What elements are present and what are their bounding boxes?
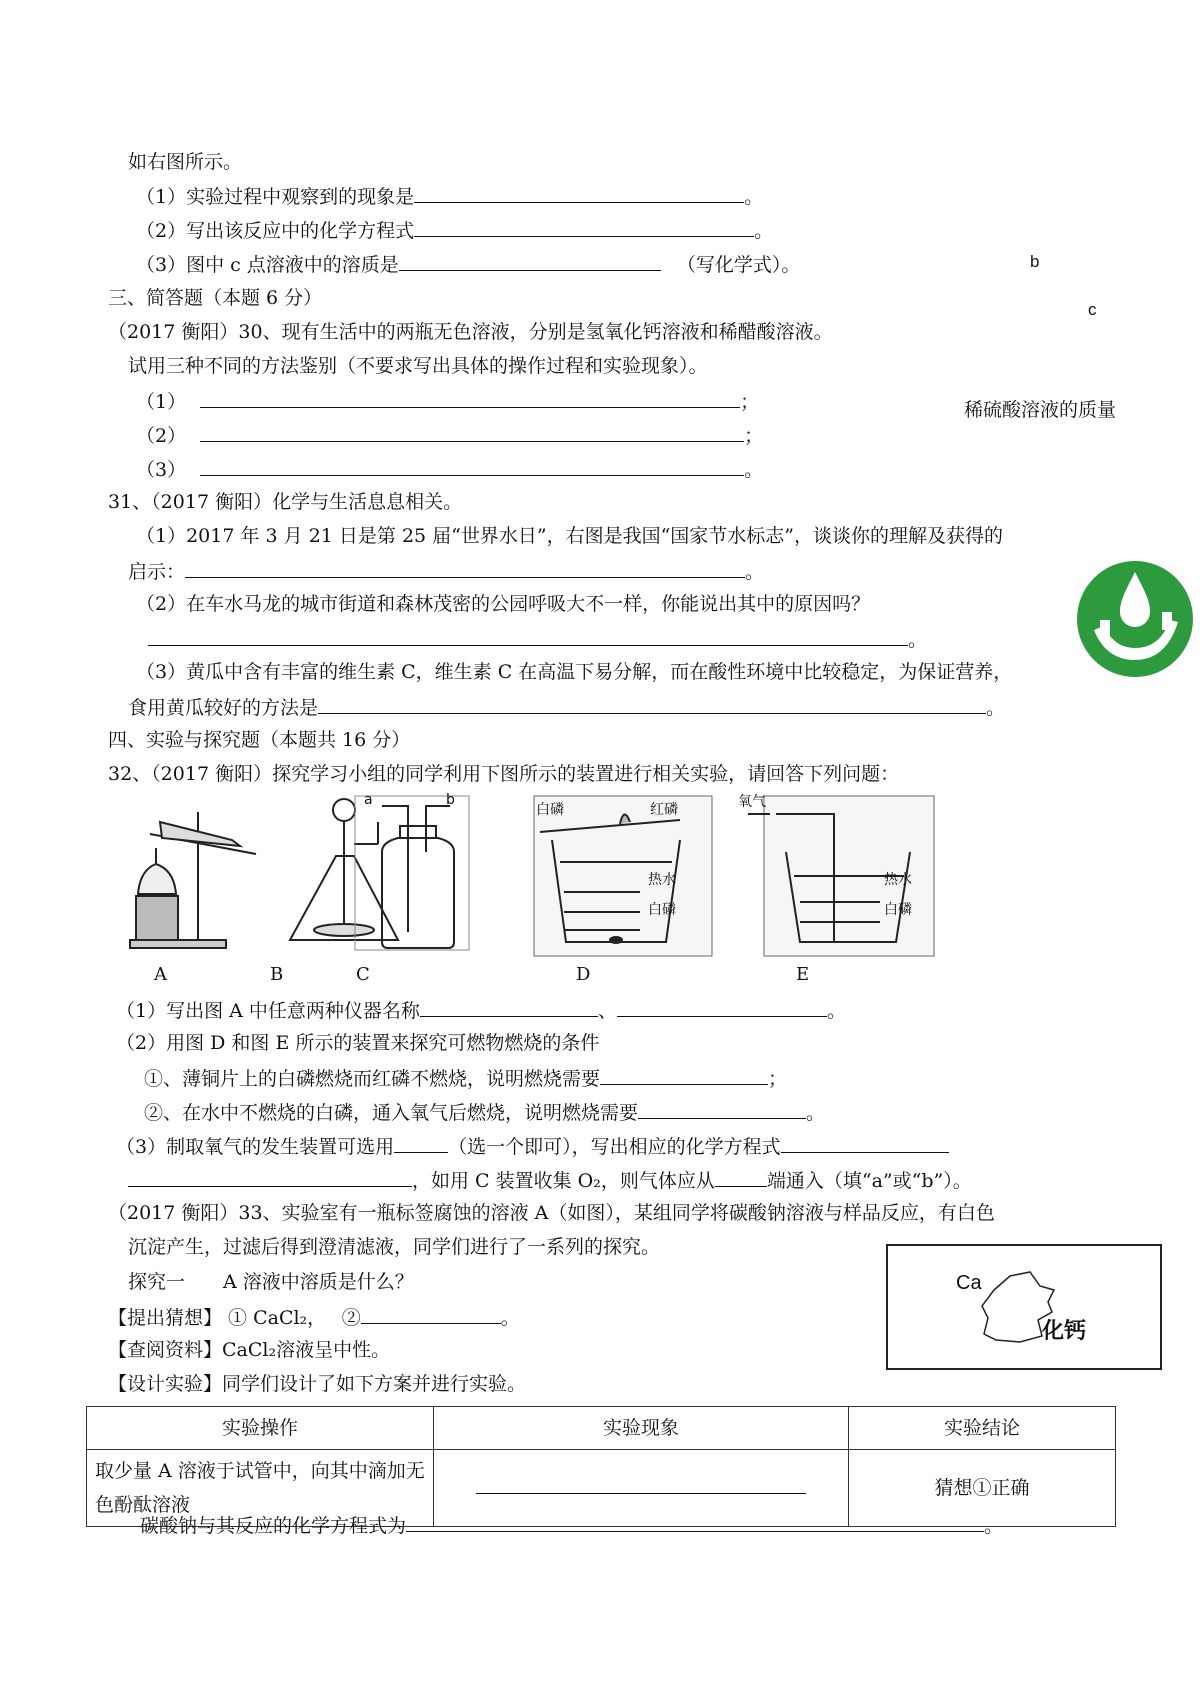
water-saving-logo-icon: [1076, 560, 1194, 678]
answer-blank[interactable]: [414, 183, 744, 203]
apparatus-a: [130, 812, 256, 948]
text-line: 。: [148, 626, 927, 652]
answer-blank[interactable]: [781, 1133, 949, 1153]
reference-line: 【查阅资料】CaCl₂溶液呈中性。: [108, 1339, 391, 1361]
answer-blank[interactable]: [638, 1099, 806, 1119]
question-32-2-b: ②、在水中不燃烧的白磷，通入氧气后燃烧，说明燃烧需要 。: [144, 1099, 825, 1125]
equation-line: 碳酸钠与其反应的化学方程式为 。: [140, 1512, 1003, 1538]
graph-point-c: c: [1088, 300, 1097, 319]
text-line: ，如用 C 装置收集 O₂，则气体应从 端通入（填“a”或“b”）。: [128, 1167, 972, 1193]
text-line: 探究一 A 溶液中溶质是什么？: [128, 1271, 414, 1293]
question-31-1: （1）2017 年 3 月 21 日是第 25 届“世界水日”，右图是我国“国家节水标志”，谈谈你的理解及获得的: [136, 525, 1004, 547]
question-32-3: （3）制取氧气的发生装置可选用 （选一个即可），写出相应的化学方程式: [116, 1133, 949, 1159]
text-line: 食用黄瓜较好的方法是 。: [128, 694, 1005, 720]
question-31-2: （2）在车水马龙的城市街道和森林茂密的公园呼吸大不一样，你能说出其中的原因吗？: [136, 593, 871, 615]
reagent-label-figure: [886, 1244, 1162, 1370]
answer-blank[interactable]: [128, 1167, 412, 1187]
text-line: 试用三种不同的方法鉴别（不要求写出具体的操作过程和实验现象）。: [128, 355, 708, 377]
answer-blank[interactable]: [617, 997, 827, 1017]
table-header: 实验现象: [434, 1407, 849, 1450]
answer-blank[interactable]: [420, 997, 598, 1017]
experiment-table: [86, 1406, 1116, 1527]
table-cell: 猜想①正确: [849, 1450, 1116, 1527]
hot-water-label: 热水: [884, 872, 912, 888]
table-cell: 取少量 A 溶液于试管中，向其中滴加无色酚酞溶液: [87, 1450, 434, 1527]
answer-blank[interactable]: [200, 456, 744, 476]
hypothesis-line: 【提出猜想】 ① CaCl₂， ② 。: [108, 1304, 520, 1330]
question-31: 31、（2017 衡阳）化学与生活息息相关。: [108, 491, 463, 513]
white-phosphorus-label: 白磷: [536, 802, 564, 818]
label-ca-text: Ca: [956, 1272, 982, 1294]
hot-water-label: 热水: [648, 872, 676, 888]
answer-blank[interactable]: [715, 1167, 767, 1187]
section-heading: 三、简答题（本题 6 分）: [108, 287, 323, 309]
oxygen-label: 氧气: [738, 794, 766, 810]
answer-blank[interactable]: [476, 1471, 806, 1494]
text-line: 如右图所示。: [128, 151, 243, 173]
question-30-1: （1） ；: [136, 388, 759, 414]
red-phosphorus-label: 红磷: [650, 802, 678, 818]
question-32-1: （1）写出图 A 中任意两种仪器名称 、 。: [116, 997, 846, 1023]
figure-label-d: D: [576, 964, 591, 985]
text-line: 启示： 。: [128, 558, 764, 584]
answer-blank[interactable]: [394, 1133, 448, 1153]
port-b-label: b: [446, 792, 455, 808]
question-2: （2）写出该反应中的化学方程式 。: [136, 217, 773, 243]
answer-blank[interactable]: [185, 558, 745, 578]
question-30-2: （2） ；: [136, 422, 763, 448]
question-32: 32、（2017 衡阳）探究学习小组的同学利用下图所示的装置进行相关实验，请回答下列问题：: [108, 763, 900, 785]
torn-label-icon: [888, 1246, 1160, 1368]
graph-x-axis-label: 稀硫酸溶液的质量: [964, 399, 1117, 421]
question-1: （1）实验过程中观察到的现象是 。: [136, 183, 763, 209]
white-phosphorus-label: 白磷: [648, 902, 676, 918]
answer-blank[interactable]: [399, 251, 661, 271]
label-name-text: 化钙: [1042, 1318, 1087, 1344]
answer-blank[interactable]: [414, 217, 754, 237]
text-line: 沉淀产生，过滤后得到澄清滤液，同学们进行了一系列的探究。: [128, 1236, 661, 1258]
design-line: 【设计实验】同学们设计了如下方案并进行实验。: [108, 1373, 527, 1395]
answer-blank[interactable]: [148, 626, 908, 646]
figure-label-b: B: [270, 964, 284, 985]
question-32-2-a: ①、薄铜片上的白磷燃烧而红磷不燃烧，说明燃烧需要 ；: [144, 1065, 787, 1091]
figure-label-e: E: [796, 964, 810, 985]
question-31-3: （3）黄瓜中含有丰富的维生素 C，维生素 C 在高温下易分解，而在酸性环境中比较稳定，为保证营养，: [136, 661, 1013, 683]
question-32-2: （2）用图 D 和图 E 所示的装置来探究可燃物燃烧的条件: [116, 1032, 600, 1054]
figure-label-a: A: [154, 964, 167, 985]
table-header: 实验结论: [849, 1407, 1116, 1450]
answer-blank[interactable]: [200, 388, 740, 408]
section-heading: 四、实验与探究题（本题共 16 分）: [108, 729, 411, 751]
answer-blank[interactable]: [406, 1512, 984, 1532]
figure-label-c: C: [356, 964, 370, 985]
graph-point-b: b: [1030, 252, 1040, 271]
answer-blank[interactable]: [600, 1065, 768, 1085]
answer-blank[interactable]: [361, 1304, 501, 1324]
question-3: （3）图中 c 点溶液中的溶质是 （写化学式）。: [136, 251, 800, 277]
question-30-3: （3） 。: [136, 456, 763, 482]
answer-blank[interactable]: [200, 422, 744, 442]
question-33: （2017 衡阳）33、实验室有一瓶标签腐蚀的溶液 A（如图），某组同学将碳酸钠溶液与样品反应，有白色: [108, 1202, 995, 1224]
port-a-label: a: [364, 792, 373, 808]
question-30: （2017 衡阳）30、现有生活中的两瓶无色溶液，分别是氢氧化钙溶液和稀醋酸溶液。: [108, 321, 833, 343]
white-phosphorus-label: 白磷: [884, 902, 912, 918]
answer-blank[interactable]: [318, 694, 986, 714]
apparatus-figure: [120, 792, 1020, 960]
table-header: 实验操作: [87, 1407, 434, 1450]
